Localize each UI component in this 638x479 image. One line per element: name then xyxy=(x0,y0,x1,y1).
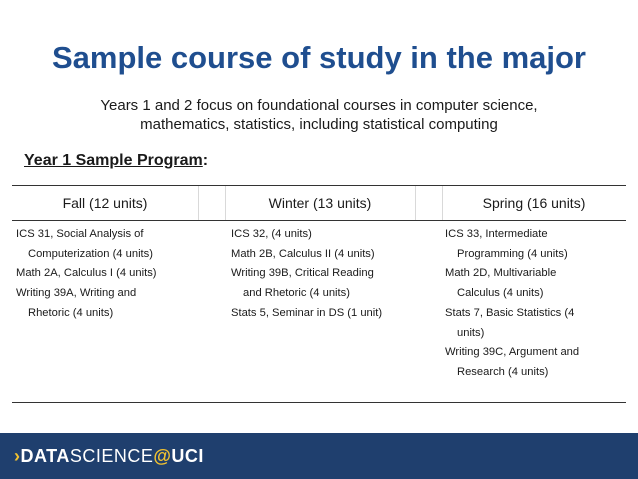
list-item: Research (4 units) xyxy=(457,365,549,378)
header-spring: Spring (16 units) xyxy=(482,195,586,211)
list-item: ICS 33, Intermediate xyxy=(445,228,548,240)
datascience-uci-logo xyxy=(14,446,204,466)
header-spacer-2 xyxy=(415,186,443,220)
list-item: Calculus (4 units) xyxy=(457,287,544,300)
subtitle-line-2: mathematics, statistics, including statistical computing xyxy=(140,116,498,133)
header-winter: Winter (13 units) xyxy=(268,195,372,211)
list-item: ICS 31, Social Analysis of xyxy=(16,228,144,240)
logo-at: @ xyxy=(153,446,172,466)
list-item: Math 2B, Calculus II (4 units) xyxy=(231,247,375,260)
course-table xyxy=(12,185,626,403)
program-heading xyxy=(24,152,208,170)
program-label: Year 1 Sample Program xyxy=(24,152,203,169)
header-fall: Fall (12 units) xyxy=(62,195,148,211)
footer-bar xyxy=(0,433,638,479)
slide-subtitle xyxy=(60,96,578,134)
list-item: Rhetoric (4 units) xyxy=(28,306,114,319)
list-item: Stats 7, Basic Statistics (4 xyxy=(445,306,575,319)
winter-courses xyxy=(231,225,421,324)
chevron-right-icon: › xyxy=(14,446,21,466)
list-item: units) xyxy=(457,326,485,339)
spring-courses xyxy=(445,225,625,383)
slide-title: Sample course of study in the major xyxy=(51,40,586,75)
logo-data: DATA xyxy=(20,446,70,466)
list-item: ICS 32, (4 units) xyxy=(231,228,312,240)
logo-science: SCIENCE xyxy=(69,446,154,466)
list-item: Writing 39B, Critical Reading xyxy=(231,267,374,280)
list-item: Writing 39A, Writing and xyxy=(16,287,137,300)
fall-courses xyxy=(16,225,202,324)
logo-uci: UCI xyxy=(171,446,204,466)
program-colon: : xyxy=(202,152,209,169)
table-header-row xyxy=(12,185,626,221)
list-item: Computerization (4 units) xyxy=(28,247,153,260)
list-item: Math 2A, Calculus I (4 units) xyxy=(16,267,157,280)
list-item: Stats 5, Seminar in DS (1 unit) xyxy=(231,306,383,319)
subtitle-line-1: Years 1 and 2 focus on foundational courses in computer science, xyxy=(100,97,538,114)
header-spacer-1 xyxy=(198,186,226,220)
list-item: Programming (4 units) xyxy=(457,247,568,260)
list-item: Math 2D, Multivariable xyxy=(445,267,557,280)
list-item: Writing 39C, Argument and xyxy=(445,346,580,359)
list-item: and Rhetoric (4 units) xyxy=(243,287,350,300)
